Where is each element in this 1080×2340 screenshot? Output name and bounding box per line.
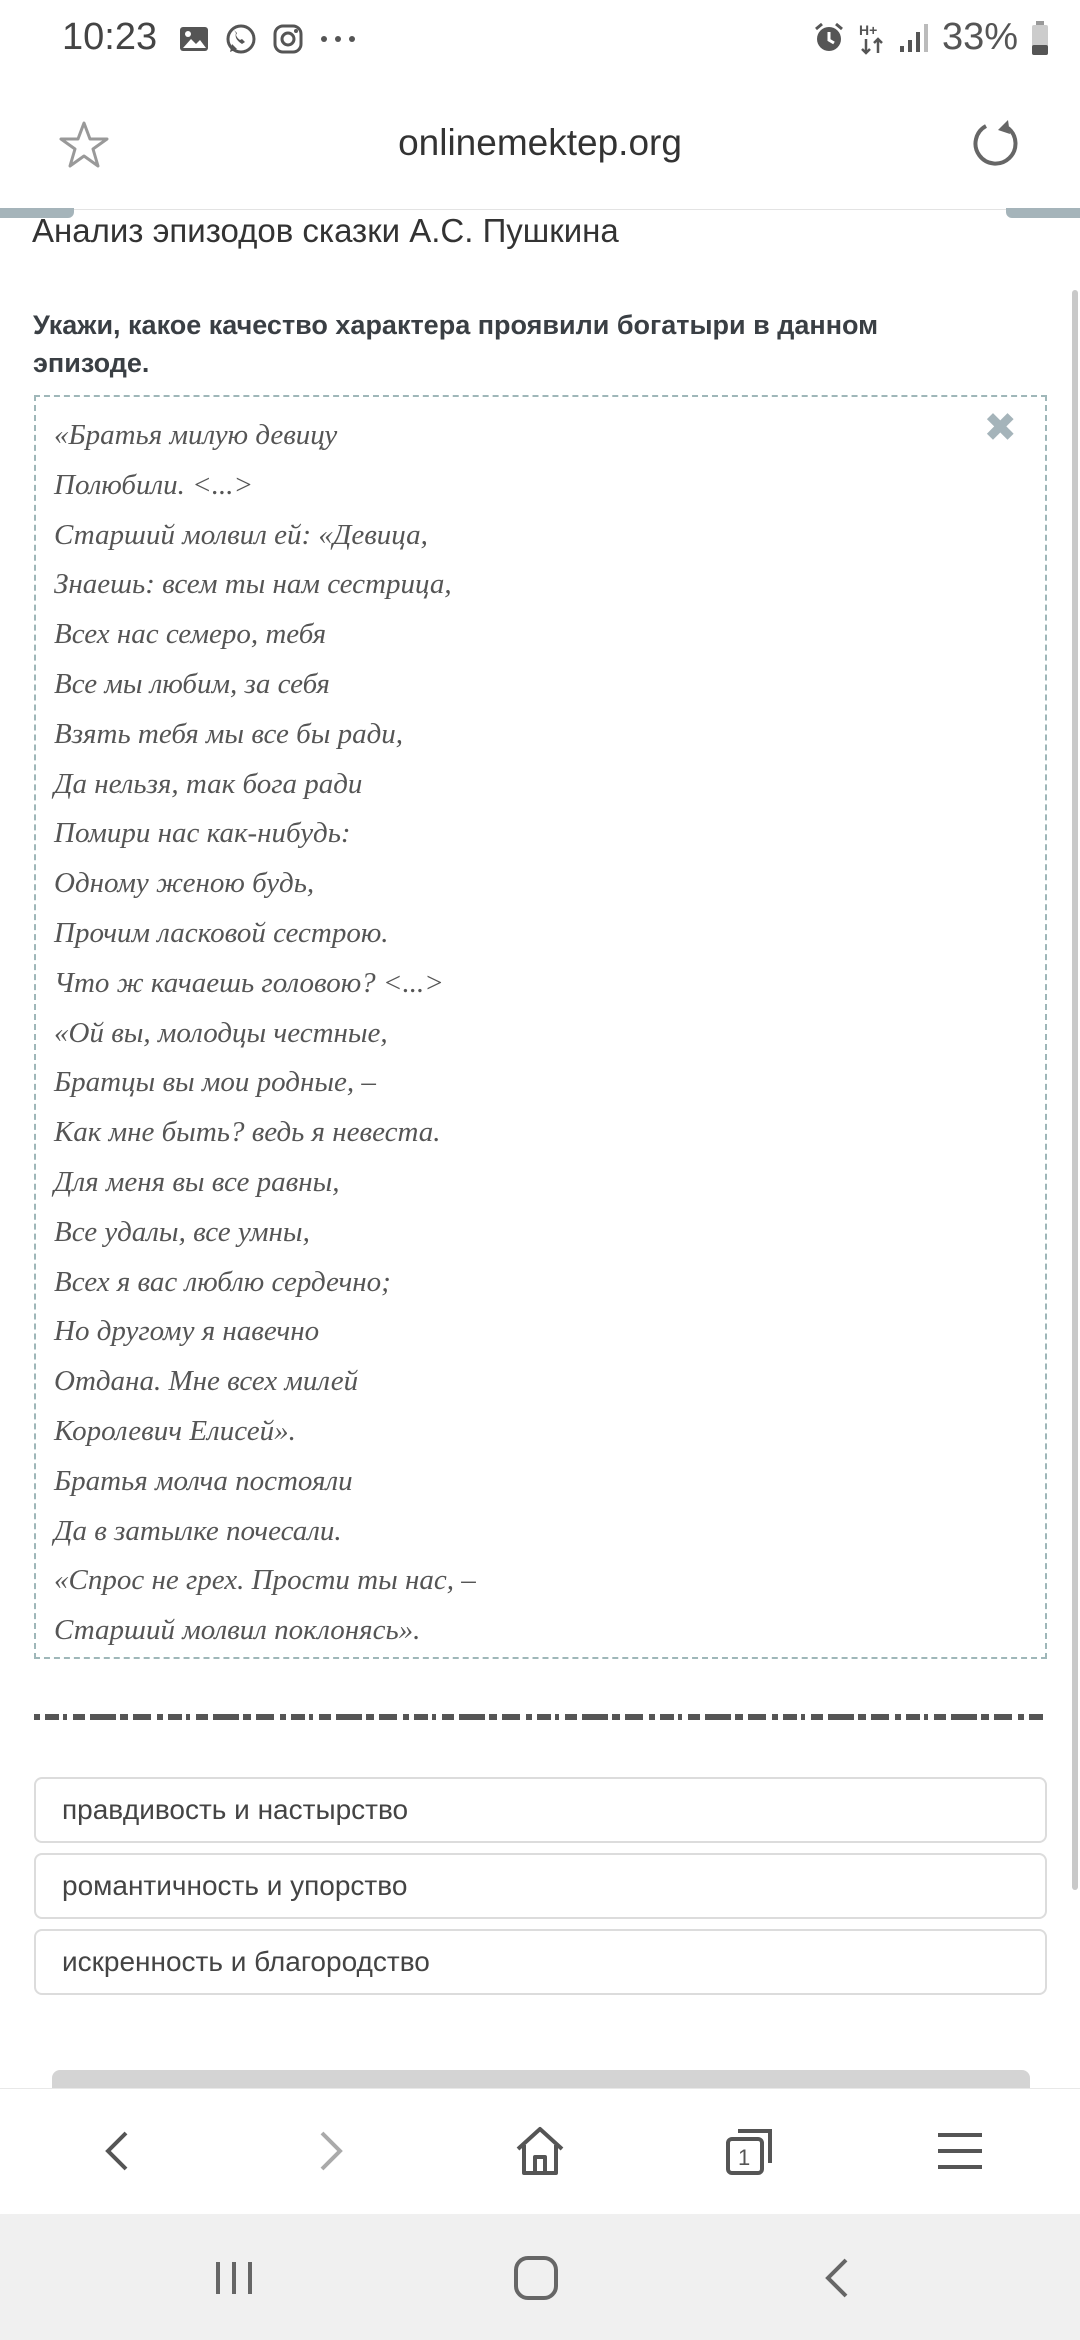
back-arrow-icon[interactable] <box>86 2119 150 2183</box>
poem-line: «Спрос не грех. Прости ты нас, – <box>54 1564 476 1597</box>
answer-option-label: правдивость и настырство <box>62 1794 409 1825</box>
status-time: 10:23 <box>62 16 158 58</box>
submit-button-peek[interactable] <box>52 2070 1030 2088</box>
poem-line: Но другому я навечно <box>54 1315 320 1348</box>
whatsapp-icon <box>224 22 258 56</box>
poem-line: Помири нас как-нибудь: <box>54 817 351 850</box>
poem-line: Все удалы, все умны, <box>54 1215 310 1248</box>
poem-line: Полюбили. <...> <box>54 468 254 501</box>
home-icon[interactable] <box>508 2119 572 2183</box>
poem-line: Отдана. Мне всех милей <box>54 1365 359 1398</box>
status-bar <box>0 0 1080 82</box>
poem-box <box>34 395 1047 1659</box>
poem-line: Да нельзя, так бога ради <box>54 767 363 800</box>
question-text: Укажи, какое качество характера проявили богатыри в данном эпизоде. <box>33 310 879 378</box>
url-text[interactable]: onlinemektep.org <box>398 122 682 163</box>
recent-apps-icon[interactable] <box>204 2248 264 2308</box>
menu-icon[interactable] <box>928 2119 992 2183</box>
instagram-icon <box>272 23 304 55</box>
answer-option[interactable] <box>34 1929 1047 1995</box>
poem-line: Всех нас семеро, тебя <box>54 618 327 651</box>
page-scrollbar[interactable] <box>1072 290 1078 1890</box>
answer-option[interactable] <box>34 1777 1047 1843</box>
tabs-icon[interactable] <box>718 2119 782 2183</box>
back-nav-icon[interactable] <box>808 2248 868 2308</box>
poem-line: Всех я вас люблю сердечно; <box>54 1265 391 1298</box>
poem-line: Для меня вы все равны, <box>54 1165 340 1198</box>
tab-peek-right <box>1006 208 1080 218</box>
page-title: Анализ эпизодов сказки А.С. Пушкина <box>32 212 619 249</box>
battery-percent: 33% <box>941 16 1018 58</box>
poem-line: Братья молча постояли <box>54 1464 353 1497</box>
poem-line: Взять тебя мы все бы ради, <box>54 717 404 750</box>
signal-icon <box>898 22 930 54</box>
poem-line: Старший молвил поклонясь». <box>54 1614 421 1647</box>
poem-line: Что ж качаешь головою? <...> <box>54 966 444 999</box>
poem-line: Братцы вы мои родные, – <box>54 1066 376 1099</box>
poem-line: Все мы любим, за себя <box>54 667 330 700</box>
status-system-icons <box>812 16 1050 59</box>
poem-line: Прочим ласковой сестрою. <box>54 916 389 949</box>
poem-line: Королевич Елисей». <box>54 1414 296 1447</box>
system-nav-bar <box>0 2214 1080 2340</box>
battery-icon <box>1030 20 1050 56</box>
poem-line: Старший молвил ей: «Девица, <box>54 518 428 551</box>
answer-blank-line <box>34 1710 1047 1724</box>
browser-toolbar <box>0 2088 1080 2214</box>
poem-text <box>54 411 476 1656</box>
answer-option[interactable] <box>34 1853 1047 1919</box>
poem-line: Да в затылке почесали. <box>54 1514 342 1547</box>
poem-line: «Ой вы, молодцы честные, <box>54 1016 388 1049</box>
poem-line: Как мне быть? ведь я невеста. <box>54 1116 441 1149</box>
gallery-icon <box>178 23 210 55</box>
answer-option-label: романтичность и упорство <box>62 1870 408 1901</box>
browser-address-bar <box>0 82 1080 210</box>
status-notification-icons <box>178 22 358 56</box>
home-nav-icon[interactable] <box>506 2248 566 2308</box>
forward-arrow-icon[interactable] <box>298 2119 362 2183</box>
poem-line: Знаешь: всем ты нам сестрица, <box>54 568 452 601</box>
answer-option-label: искренность и благородство <box>62 1946 430 1977</box>
poem-line: Одному женою будь, <box>54 867 315 900</box>
reload-icon[interactable] <box>968 116 1024 172</box>
more-icon <box>318 23 358 55</box>
svg-text:H+: H+ <box>858 21 878 38</box>
poem-line: «Братья милую девицу <box>54 419 338 451</box>
svg-text:1: 1 <box>738 2145 751 2170</box>
close-icon[interactable]: ✖ <box>983 406 1017 450</box>
answer-options <box>34 1777 1047 2005</box>
alarm-icon <box>812 21 846 55</box>
network-h-plus-icon <box>858 21 886 55</box>
